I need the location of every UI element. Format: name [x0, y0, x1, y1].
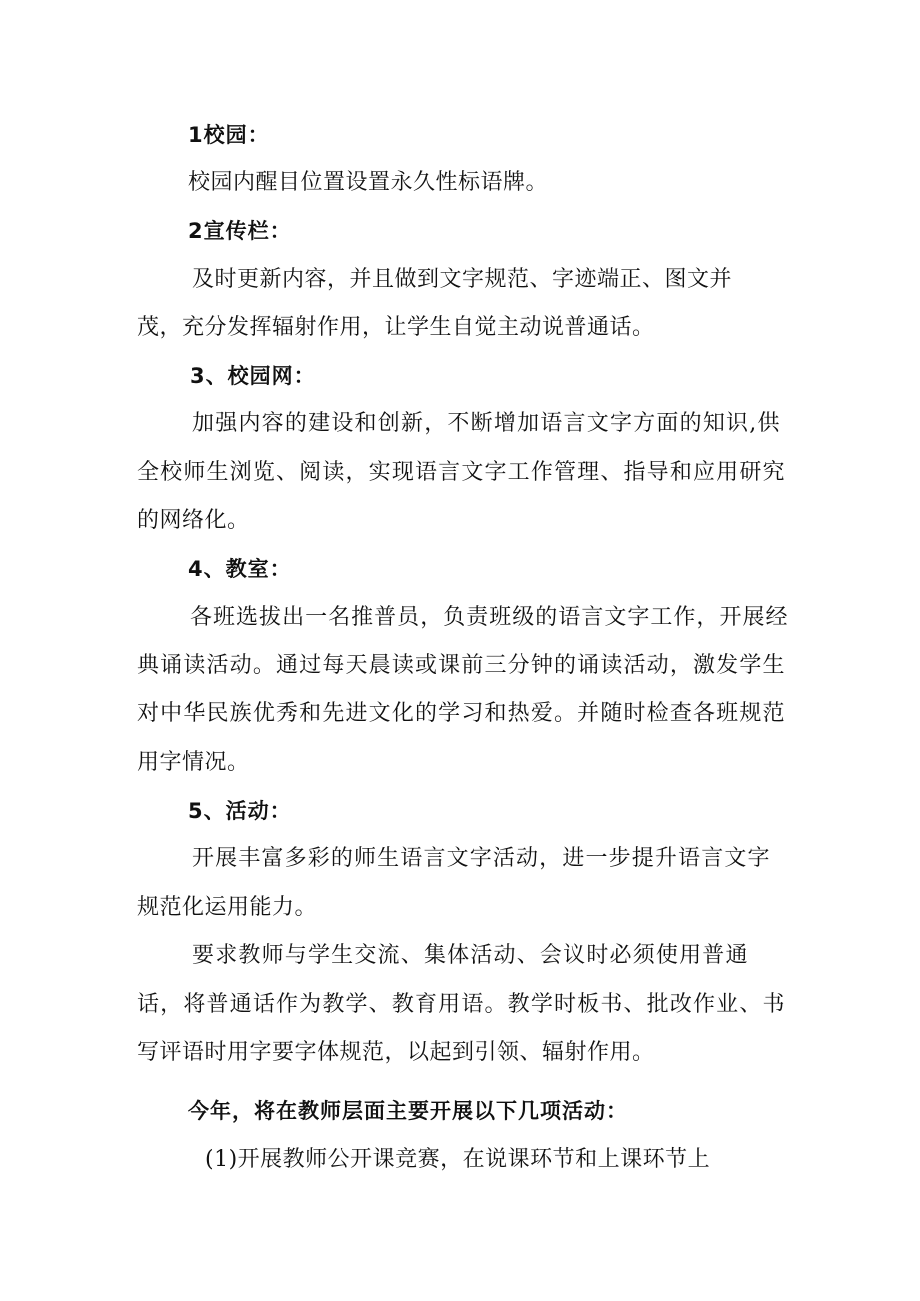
paragraph-line: 加强内容的建设和创新，不断增加语言文字方面的知识,供 — [192, 411, 780, 436]
section-heading-campus: 1校园： — [188, 123, 270, 147]
paragraph-line: 话，将普通话作为教学、教育用语。教学时板书、批改作业、书 — [137, 992, 785, 1017]
paragraph-line: 开展丰富多彩的师生语言文字活动，进一步提升语言文字 — [192, 846, 770, 871]
paragraph-line: 各班选拔出一名推普员，负责班级的语言文字工作，开展经 — [190, 605, 788, 630]
paragraph-line: 茂，充分发挥辐射作用，让学生自觉主动说普通话。 — [137, 315, 655, 340]
paragraph-line: 要求教师与学生交流、集体活动、会议时必须使用普通 — [192, 943, 748, 968]
list-item: (1)开展教师公开课竞赛，在说课环节和上课环节上 — [205, 1147, 711, 1172]
paragraph-line: 校园内醒目位置设置永久性标语牌。 — [188, 170, 549, 195]
paragraph-line: 规范化运用能力。 — [137, 895, 318, 920]
paragraph-line: 写评语时用字要字体规范，以起到引领、辐射作用。 — [137, 1040, 655, 1065]
section-heading-teacher-activities: 今年，将在教师层面主要开展以下几项活动： — [188, 1099, 628, 1123]
paragraph-line: 对中华民族优秀和先进文化的学习和热爱。并随时检查各班规范 — [137, 701, 785, 726]
section-heading-campus-website: 3、校园网： — [190, 364, 316, 388]
section-heading-classroom: 4、教室： — [188, 557, 292, 581]
paragraph-line: 用字情况。 — [137, 750, 250, 775]
paragraph-line: 全校师生浏览、阅读，实现语言文字工作管理、指导和应用研究 — [137, 460, 785, 485]
paragraph-line: 典诵读活动。通过每天晨读或课前三分钟的诵读活动，激发学生 — [137, 653, 785, 678]
paragraph-line: 及时更新内容，并且做到文字规范、字迹端正、图文并 — [192, 267, 733, 292]
paragraph-line: 的网络化。 — [137, 508, 250, 533]
section-heading-activities: 5、活动： — [188, 799, 292, 823]
section-heading-bulletin-board: 2宣传栏： — [188, 219, 292, 243]
